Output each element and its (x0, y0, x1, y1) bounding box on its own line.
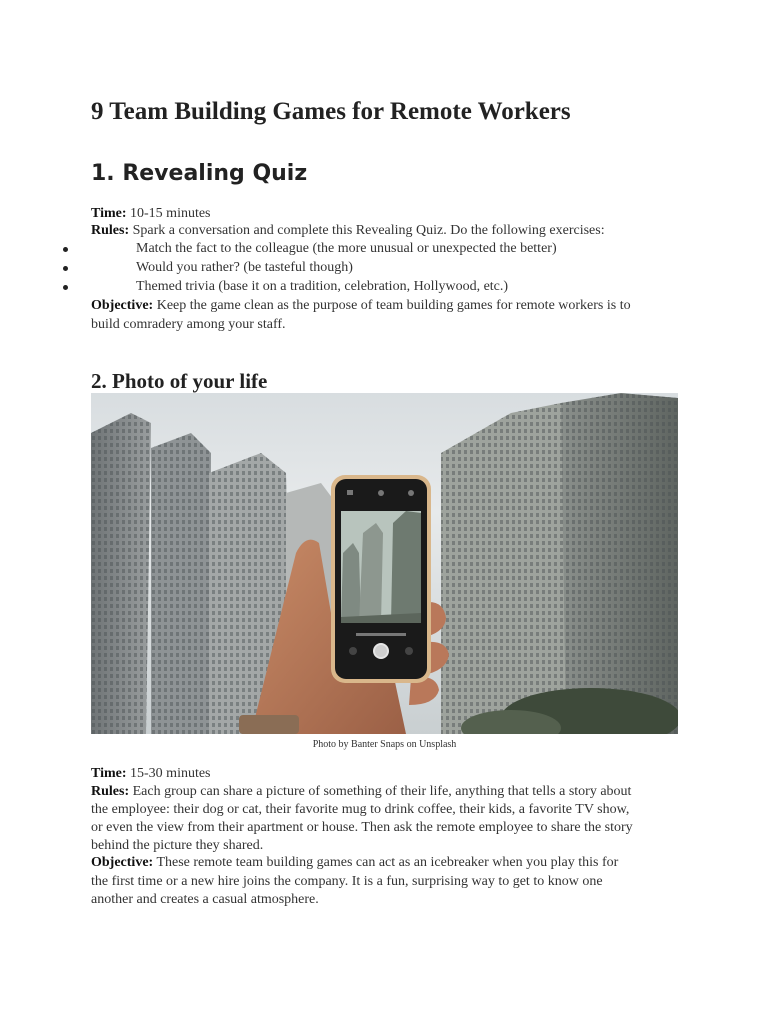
section-2-objective-cont (91, 891, 679, 909)
bullet-icon (63, 247, 68, 252)
rules-line: the employee: their dog or cat, their favorite mug to drink coffee, their kids, a favorite TV show, (91, 802, 630, 817)
section-1-objective-cont (91, 316, 679, 334)
section-1-rules (91, 222, 679, 240)
city-phone-photo (91, 393, 678, 734)
rules-line: Each group can share a picture of something of their life, anything that tells a story about (132, 784, 632, 799)
section-2-objective (91, 854, 679, 872)
time-label: Time: (91, 206, 127, 221)
time-value: 15-30 minutes (130, 766, 211, 781)
list-item-text: Would you rather? (be tasteful though) (136, 260, 353, 275)
rules-label: Rules: (91, 223, 130, 238)
objective-line: build comradery among your staff. (91, 317, 286, 332)
rules-label: Rules: (91, 784, 130, 799)
section-2-rules-cont (91, 801, 679, 819)
section-2-rules-cont (91, 837, 679, 855)
rules-text: Spark a conversation and complete this Revealing Quiz. Do the following exercises: (132, 223, 605, 238)
objective-line: These remote team building games can act as an icebreaker when you play this for (156, 855, 619, 870)
objective-label: Objective: (91, 298, 154, 313)
list-item-text: Match the fact to the colleague (the more unusual or unexpected the better) (136, 241, 557, 256)
section-2-rules (91, 783, 679, 801)
section-1-objective (91, 297, 679, 315)
bullet-icon (63, 285, 68, 290)
objective-label: Objective: (91, 855, 154, 870)
section-2-rules-cont (91, 819, 679, 837)
section-1-heading: 1. Revealing Quiz (91, 161, 308, 186)
section-2-heading: 2. Photo of your life (91, 369, 268, 393)
time-value: 10-15 minutes (130, 206, 211, 221)
objective-line: another and creates a casual atmosphere. (91, 892, 319, 907)
section-2-objective-cont (91, 873, 679, 891)
section-1-time (91, 205, 679, 223)
photo-caption: Photo by Banter Snaps on Unsplash (312, 739, 457, 750)
objective-line: the first time or a new hire joins the company. It is a fun, surprising way to get to know one (91, 874, 603, 889)
section-2-time (91, 765, 679, 783)
time-label: Time: (91, 766, 127, 781)
objective-line: Keep the game clean as the purpose of team building games for remote workers is to (156, 298, 631, 313)
rules-line: or even the view from their apartment or house. Then ask the remote employee to share the story (91, 820, 633, 835)
document-title: 9 Team Building Games for Remote Workers (91, 98, 571, 125)
bullet-icon (63, 266, 68, 271)
rules-line: behind the picture they shared. (91, 838, 264, 853)
list-item-text: Themed trivia (base it on a tradition, celebration, Hollywood, etc.) (136, 279, 509, 294)
